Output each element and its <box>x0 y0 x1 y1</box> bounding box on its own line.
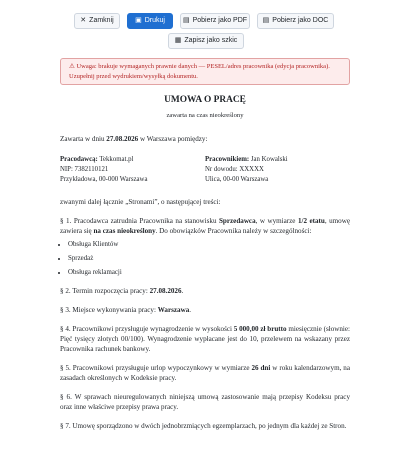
s4-text-a: § 4. Pracownikowi przysługuje wynagrodzenie w wysokości <box>60 325 234 333</box>
list-item: • Obsługa reklamacji <box>68 268 350 278</box>
document-subtitle: zawarta na czas nieokreślony <box>166 112 244 119</box>
section-6: § 6. W sprawach nieuregulowanych niniejszą umową zastosowanie mają przepisy Kodeksu pracy oraz inne właściwe przepisy prawa pracy. <box>60 393 350 411</box>
s1-text-d: . Do obowiązków Pracownika należy w szczególności: <box>155 227 312 235</box>
download-pdf-label: Pobierz jako PDF <box>192 17 248 24</box>
list-item: • Sprzedaż <box>68 254 350 264</box>
intro-date: 27.08.2026 <box>106 135 139 143</box>
employer-nip: NIP: 7382110121 <box>60 166 109 173</box>
s5-text-b: w roku kalendarzowym, na zasadach określonych w Kodeksie pracy. <box>60 364 350 382</box>
contract-document <box>60 92 350 431</box>
s2-date: 27.08.2026 <box>149 287 182 295</box>
intro-prefix: Zawarta w dniu <box>60 135 107 143</box>
duties-list <box>60 240 350 278</box>
employer-name: Tekkomat.pl <box>97 156 134 163</box>
warning-alert <box>60 58 350 85</box>
save-draft-label: Zapisz jako szkic <box>184 37 238 44</box>
s1-text-a: § 1. Pracodawca zatrudnia Pracownika na stanowisku <box>60 217 219 225</box>
s3-end: . <box>189 306 192 314</box>
download-doc-button[interactable] <box>257 13 334 29</box>
section-7: § 7. Umowę sporządzono w dwóch jednobrzmiących egzemplarzach, po jednym dla każdej ze Stron. <box>60 422 347 430</box>
s4-text-b: miesięcznie (słownie: Pięć tysięcy złotych 00/100). Wynagrodzenie wypłacane jest do 10, przelewem na wskazany przez Pracownika rachunek bankowy. <box>60 325 351 353</box>
print-button-label: Drukuj <box>144 17 165 24</box>
employer-label: Pracodawcą: <box>60 156 98 163</box>
section-2 <box>60 286 350 296</box>
employee-address: Ulica, 00-00 Warszawa <box>205 176 269 183</box>
download-doc-label: Pobierz jako DOC <box>272 17 329 24</box>
s1-position: Sprzedawca <box>218 217 256 225</box>
print-icon: ▣ <box>135 17 142 24</box>
s1-text-c: , umowę zawiera się <box>60 217 350 235</box>
employee-name: Jan Kowalski <box>249 156 288 163</box>
s2-end: . <box>181 287 184 295</box>
close-button-label: Zamknij <box>89 17 114 24</box>
section-1 <box>60 216 350 236</box>
document-icon: ▤ <box>182 17 190 24</box>
parties-block <box>60 155 350 185</box>
employee-id: Nr dowodu: XXXXX <box>205 166 264 173</box>
s2-text: § 2. Termin rozpoczęcia pracy: <box>60 287 150 295</box>
list-item: • Obsługa Klientów <box>68 240 350 250</box>
document-icon: ▤ <box>262 17 270 24</box>
intro-suffix: w Warszawa pomiędzy: <box>138 135 208 143</box>
s3-place: Warszawa <box>157 306 190 314</box>
employee-block <box>205 155 350 185</box>
close-button[interactable] <box>74 13 120 29</box>
print-button[interactable] <box>127 13 173 29</box>
parties-note: zwanymi dalej łącznie „Stronami”, o następującej treści: <box>60 198 221 206</box>
intro-paragraph <box>60 134 350 144</box>
section-5 <box>60 363 350 383</box>
s1-fte: 1/2 etatu <box>297 217 325 225</box>
s5-days: 26 dni <box>251 364 271 372</box>
save-draft-button[interactable] <box>168 33 244 49</box>
employer-line <box>60 155 205 165</box>
section-3 <box>60 305 350 315</box>
employee-label: Pracownikiem: <box>205 156 250 163</box>
download-pdf-button[interactable] <box>180 13 250 29</box>
alert-line-1: ⚠ Uwaga: brakuje wymaganych prawnie danych — PESEL/adres pracownika (edycja pracownika). <box>69 63 330 70</box>
s5-text-a: § 5. Pracownikowi przysługuje urlop wypoczynkowy w wymiarze <box>60 364 252 372</box>
s3-text: § 3. Miejsce wykonywania pracy: <box>60 306 158 314</box>
employee-line <box>205 155 350 165</box>
section-4 <box>60 324 350 354</box>
employer-address: Przykładowa, 00-000 Warszawa <box>60 176 148 183</box>
s1-term: na czas nieokreślony <box>93 227 156 235</box>
document-title: UMOWA O PRACĘ <box>164 95 246 105</box>
close-icon: ✕ <box>80 17 87 24</box>
s1-text-b: , w wymiarze <box>255 217 298 225</box>
s4-amount: 5 000,00 zł brutto <box>233 325 287 333</box>
save-icon: ▦ <box>174 37 182 44</box>
employer-block <box>60 155 205 185</box>
alert-line-2: Uzupełnij przed wydrukiem/wysyłką dokumentu. <box>69 73 198 80</box>
